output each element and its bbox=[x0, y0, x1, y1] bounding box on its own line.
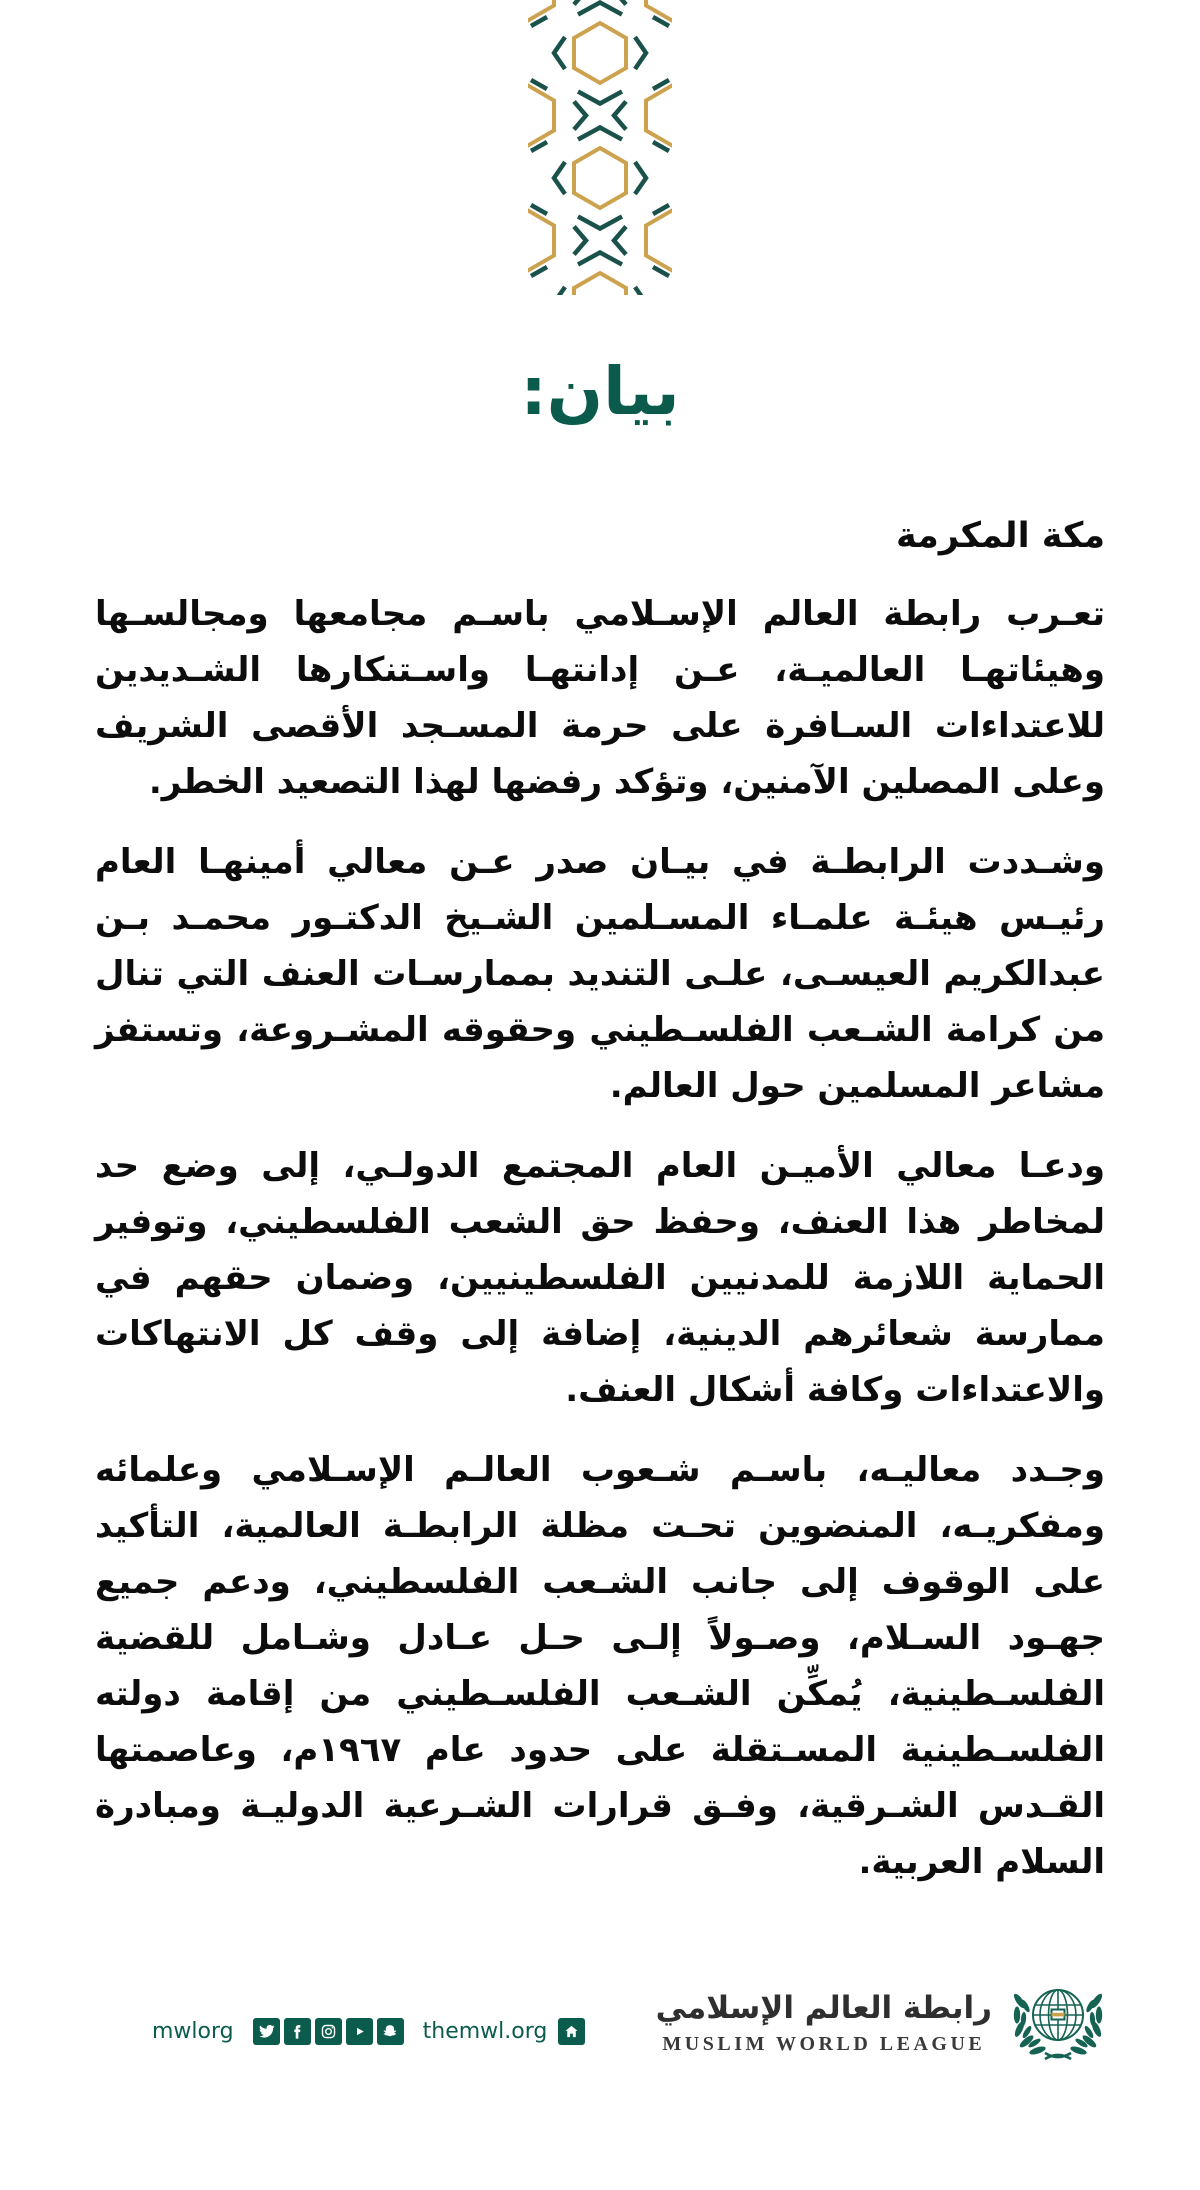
mwl-logo-text bbox=[656, 1990, 992, 2056]
statement-paragraph: تعـرب رابطة العالم الإسـلامي باسـم مجامعها ومجالسـها وهيئاتهـا العالميـة، عـن إدانتهـا واسـتنكارها الشـديدين للاعتداءات السـافرة على حرمة المسـجد الأقصى الشريف وعلى المصلين الآمنين، وتؤكد رفضها لهذا التصعيد الخطر. bbox=[95, 594, 1105, 802]
hexagon-pattern-icon bbox=[528, 0, 672, 295]
statement-paragraph: ودعـا معالي الأميـن العام المجتمع الدولـي، إلى وضع حد لمخاطر هذا العنف، وحفظ حق الشعب الفلسطيني، وتوفير الحماية اللازمة للمدنيين الفلسطينيين، وضمان حقهم في ممارسة شعائرهم الدينية، إضافة إلى وقف كل الانتهاكات والاعتداءات وكافة أشكال العنف. bbox=[95, 1146, 1105, 1410]
statement-paragraph: وجـدد معاليـه، باسـم شـعوب العالـم الإسـلامي وعلمائه ومفكريـه، المنضوين تحـت مظلة الرابطـة العالمية، التأكيد على الوقوف إلى جانب الشـعب الفلسطيني، ودعم جميع جهـود السـلام، وصـولاً إلـى حـل عـادل وشـامل للقضية الفلسـطينية، يُمكِّن الشـعب الفلسـطيني من إقامة دولته الفلسـطينية المسـتقلة على حدود عام ١٩٦٧م، وعاصمتها القـدس الشـرقية، وفـق قرارات الشـرعية الدوليـة ومبادرة السلام العربية. bbox=[95, 1450, 1105, 1882]
mwl-logo-english: MUSLIM WORLD LEAGUE bbox=[662, 2033, 986, 2055]
statement-body bbox=[95, 516, 1105, 1914]
instagram-icon[interactable] bbox=[315, 2018, 342, 2045]
mwl-logo bbox=[656, 1973, 1108, 2073]
page-title: بيان: bbox=[520, 353, 680, 430]
statement-paragraph: وشـددت الرابطـة في بيـان صدر عـن معالي أمينهـا العام رئيـس هيئـة علمـاء المسـلمين الشـيخ الدكتـور محمـد بـن عبدالكريم العيسـى، علـى التنديد بممارسـات العنف التي تنال من كرامة الشـعب الفلسـطيني وحقوقه المشـروعة، وتستفز مشاعر المسلمين حول العالم. bbox=[95, 842, 1105, 1106]
mwl-logo-arabic: رابطة العالم الإسلامي bbox=[655, 1990, 992, 2026]
social-handle[interactable]: mwlorg bbox=[152, 2018, 234, 2044]
social-icon-row bbox=[253, 2018, 404, 2045]
footer bbox=[95, 1968, 1108, 2078]
website-group bbox=[423, 2018, 586, 2045]
geometric-header-pattern bbox=[528, 0, 672, 295]
facebook-icon[interactable] bbox=[284, 2018, 311, 2045]
footer-social-group bbox=[152, 2018, 585, 2045]
snapchat-icon[interactable] bbox=[377, 2018, 404, 2045]
mwl-emblem-icon bbox=[1008, 1973, 1108, 2073]
youtube-icon[interactable] bbox=[346, 2018, 373, 2045]
twitter-icon[interactable] bbox=[253, 2018, 280, 2045]
dateline: مكة المكرمة bbox=[895, 516, 1105, 556]
home-icon[interactable] bbox=[558, 2018, 585, 2045]
website-link[interactable]: themwl.org bbox=[422, 2018, 548, 2044]
